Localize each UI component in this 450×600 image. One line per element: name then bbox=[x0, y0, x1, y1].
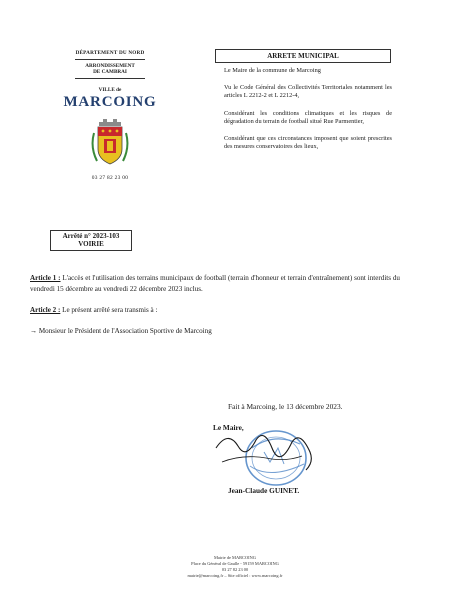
articles-body bbox=[30, 273, 400, 347]
signature-role: Le Maire, bbox=[213, 423, 244, 432]
preamble bbox=[224, 67, 392, 160]
signature-date: Fait à Marcoing, le 13 décembre 2023. bbox=[228, 402, 343, 411]
footer-line-4: mairie@marcoing.fr – Site officiel : www.marcoing.fr bbox=[187, 573, 283, 578]
letterhead-left bbox=[40, 50, 180, 181]
document-title: ARRETE MUNICIPAL bbox=[215, 49, 391, 63]
recipient-line: → Monsieur le Président de l'Association Sportive de Marcoing bbox=[30, 327, 212, 335]
preamble-code: Vu le Code Général des Collectivités Territoriales notamment les articles L 2212-2 et L 2212-4, bbox=[224, 84, 392, 100]
article-2-label: Article 2 : bbox=[30, 306, 61, 314]
arrete-reference-box bbox=[50, 230, 132, 251]
preamble-considerant-1: Considérant les conditions climatiques et les risques de dégradation du terrain de football situé Rue Parmentier, bbox=[224, 109, 392, 125]
article-1-text: L'accès et l'utilisation des terrains municipaux de football (terrain d'honneur et terrain d'entraînement) sont interdits du vendredi 15 décembre au vendredi 22 décembre 2023 inclus. bbox=[30, 274, 400, 293]
article-2-text: Le présent arrêté sera transmis à : bbox=[60, 306, 158, 314]
signatory-name: Jean-Claude GUINET. bbox=[228, 486, 300, 495]
divider bbox=[75, 59, 145, 60]
divider bbox=[75, 78, 145, 79]
arrondissement-line1: ARRONDISSEMENT bbox=[85, 63, 135, 69]
preamble-mayor: Le Maire de la commune de Marcoing bbox=[224, 67, 321, 74]
footer-line-1: Mairie de MARCOING bbox=[214, 555, 256, 560]
phone-number: 03 27 82 23 00 bbox=[91, 175, 129, 181]
ville-label: VILLE de bbox=[98, 87, 122, 93]
footer-line-3: 03 27 82 23 00 bbox=[221, 567, 249, 572]
article-1 bbox=[30, 273, 400, 295]
article-2 bbox=[30, 305, 400, 316]
arrete-category: VOIRIE bbox=[78, 240, 104, 248]
department-label: DÉPARTEMENT DU NORD bbox=[75, 50, 145, 56]
footer-line-2: Place du Général de Gaulle - 59159 MARCOING bbox=[191, 561, 279, 566]
coat-of-arms-icon bbox=[90, 119, 130, 167]
arrete-number: Arrêté n° 2023-103 bbox=[62, 232, 120, 240]
town-name: MARCOING bbox=[63, 94, 157, 110]
footer bbox=[130, 555, 340, 579]
preamble-considerant-2: Considérant que ces circonstances imposent que soient prescrites des mesures conservatoires des lieux, bbox=[224, 135, 392, 151]
article-1-label: Article 1 : bbox=[30, 274, 61, 282]
arrondissement-line2: DE CAMBRAI bbox=[93, 69, 127, 75]
